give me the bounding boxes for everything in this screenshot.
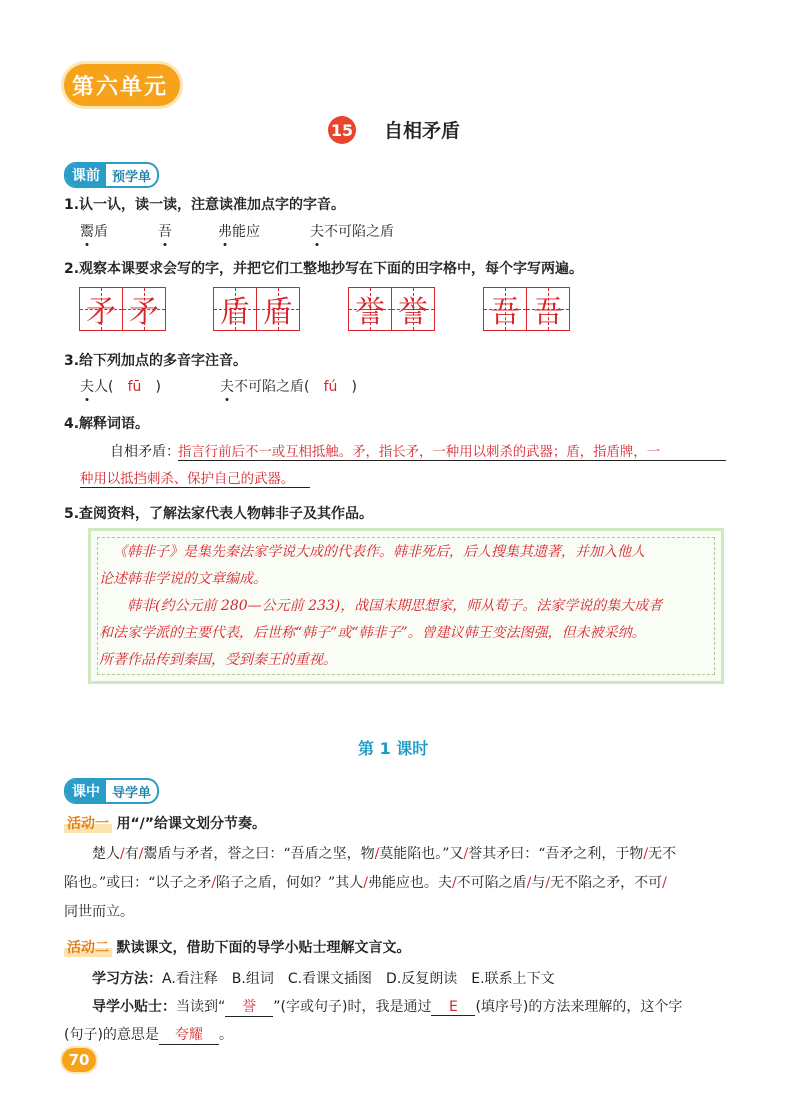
seg: 陷也。”或曰：“以子之矛	[64, 875, 212, 891]
dotted-char: 吾	[158, 224, 172, 240]
dotted-char: 弗	[218, 224, 232, 240]
methods-label: 学习方法：	[92, 971, 162, 987]
info-line: 论述韩非学说的文章编成。	[99, 571, 267, 587]
seg: 弗能应也。夫	[367, 875, 452, 891]
rhythm-slash: /	[120, 846, 125, 862]
question-2: 2.观察本课要求会写的字，并把它们工整地抄写在下面的田字格中，每个字写两遍。	[64, 261, 584, 277]
lesson-period-title: 第 1 课时	[358, 739, 429, 758]
dotted-char: 夫	[310, 224, 324, 240]
methods-list: A.看注释 B.组词 C.看课文插图 D.反复朗读 E.联系上下文	[162, 971, 555, 987]
info-text	[99, 539, 713, 674]
seg: 莫能陷也。”又	[379, 846, 464, 862]
word-rest: 能应	[232, 224, 260, 240]
grid-cell: 盾	[214, 288, 257, 330]
grid-cell: 誉	[349, 288, 392, 330]
word-rest: 不可陷之盾	[324, 224, 394, 240]
activity-1-header	[64, 813, 266, 833]
tip-label: 导学小贴士：	[92, 999, 176, 1015]
q3-item-a	[80, 376, 161, 396]
text-line-1	[64, 840, 732, 869]
tianzige-grid	[348, 287, 435, 331]
rhythm-slash: /	[363, 875, 368, 891]
answer-blank: E	[431, 999, 475, 1016]
seg: 与	[531, 875, 546, 891]
question-1: 1.认一认，读一读，注意读准加点字的字音。	[64, 197, 346, 213]
text: )	[351, 379, 357, 395]
seg: 无不陷之矛，不可	[550, 875, 663, 891]
seg: 誉其矛曰：“吾矛之利，于物	[468, 846, 644, 862]
pinyin-answer: fū	[127, 379, 142, 395]
text: (填序号)的方法来理解的，这个字	[475, 999, 683, 1015]
dotted-char: 鬻	[80, 224, 94, 240]
study-methods	[92, 968, 555, 988]
unit-char: 单	[120, 74, 145, 100]
activity-label: 活动二	[64, 937, 112, 957]
info-box	[88, 528, 724, 684]
rhythm-slash: /	[463, 846, 469, 862]
q4-term: 自相矛盾：	[110, 444, 180, 460]
word-rest: 盾	[94, 224, 108, 240]
text-line-2	[64, 869, 732, 898]
rhythm-slash: /	[526, 875, 532, 891]
question-4: 4.解释词语。	[64, 416, 150, 432]
rhythm-slash: /	[643, 846, 649, 862]
info-line: 韩非(约公元前 280—公元前 233)，战国末期思想家，师从荀子。法家学说的集大成者	[127, 598, 663, 614]
text: ”(字或句子)时，我是通过	[273, 999, 432, 1015]
seg: 无不	[648, 846, 677, 862]
tianzige-grid	[79, 287, 166, 331]
section-tag-pre	[64, 162, 159, 188]
section-tag-in	[64, 778, 159, 804]
seg: 有	[124, 846, 139, 862]
text: 不可陷之盾(	[234, 379, 310, 395]
lesson-title: 自相矛盾	[384, 120, 461, 142]
page-number: 70	[62, 1048, 96, 1072]
tianzige-grid	[483, 287, 570, 331]
tag-main: 课前	[66, 164, 106, 186]
q4-answer-line-2: 种用以抵挡刺杀、保护自己的武器。	[80, 468, 310, 488]
q1-word	[218, 221, 260, 241]
classical-text	[64, 840, 732, 927]
unit-char: 第	[72, 74, 97, 100]
dotted-char: 夫	[220, 379, 234, 395]
rhythm-slash: /	[451, 875, 457, 891]
tag-main: 课中	[66, 780, 106, 802]
grid-cell: 矛	[80, 288, 123, 330]
rhythm-slash: /	[374, 846, 380, 862]
text: 当读到“	[176, 999, 226, 1015]
grid-cell: 誉	[392, 288, 434, 330]
question-3: 3.给下列加点的多音字注音。	[64, 353, 248, 369]
q1-word	[310, 221, 394, 241]
unit-char: 六	[96, 74, 121, 100]
pinyin-answer: fú	[323, 379, 338, 395]
activity-prompt: 用“/”给课文划分节奏。	[116, 816, 266, 832]
activity-2-header	[64, 937, 410, 957]
seg: 不可陷之盾	[456, 875, 527, 891]
grid-cell: 盾	[257, 288, 299, 330]
dotted-char: 夫	[80, 379, 94, 395]
grid-cell: 吾	[484, 288, 527, 330]
q3-item-b	[220, 376, 357, 396]
tianzige-grid	[213, 287, 300, 331]
activity-prompt: 默读课文，借助下面的导学小贴士理解文言文。	[116, 940, 411, 956]
seg: 同世而立。	[64, 904, 134, 920]
text-line-3	[64, 898, 732, 927]
unit-badge	[64, 64, 180, 106]
rhythm-slash: /	[211, 875, 217, 891]
q1-word	[158, 221, 172, 241]
tip-line-2	[64, 1024, 233, 1045]
text: (句子)的意思是	[64, 1027, 159, 1043]
answer-blank: 誉	[225, 996, 273, 1017]
activity-label: 活动一	[64, 813, 112, 833]
tag-sub: 预学单	[112, 169, 152, 185]
text: 。	[218, 1027, 233, 1043]
text: 人(	[94, 379, 114, 395]
text: )	[155, 379, 161, 395]
info-line: 所著作品传到秦国，受到秦王的重视。	[99, 652, 337, 668]
rhythm-slash: /	[545, 875, 551, 891]
unit-char: 元	[144, 74, 169, 100]
q4-answer-line-1: 指言行前后不一或互相抵触。矛，指长矛，一种用以刺杀的武器；盾，指盾牌，一	[178, 441, 726, 461]
grid-cell: 矛	[123, 288, 165, 330]
tip-line-1	[92, 996, 682, 1017]
question-5: 5.查阅资料，了解法家代表人物韩非子及其作品。	[64, 506, 374, 522]
grid-cell: 吾	[527, 288, 569, 330]
seg: 楚人	[92, 846, 120, 862]
seg: 鬻盾与矛者，誉之曰：“吾盾之坚，物	[143, 846, 375, 862]
q1-word	[80, 221, 108, 241]
tag-sub: 导学单	[112, 785, 152, 801]
info-line: 和法家学派的主要代表，后世称“韩子”或“韩非子”。曾建议韩王变法图强，但未被采纳。	[99, 625, 646, 641]
lesson-number: 15	[328, 116, 356, 144]
answer-blank: 夸耀	[159, 1024, 219, 1045]
rhythm-slash: /	[662, 875, 667, 891]
info-line: 《韩非子》是集先秦法家学说大成的代表作。韩非死后，后人搜集其遗著，并加入他人	[113, 544, 645, 560]
rhythm-slash: /	[138, 846, 144, 862]
seg: 陷子之盾，何如？”其人	[216, 875, 364, 891]
